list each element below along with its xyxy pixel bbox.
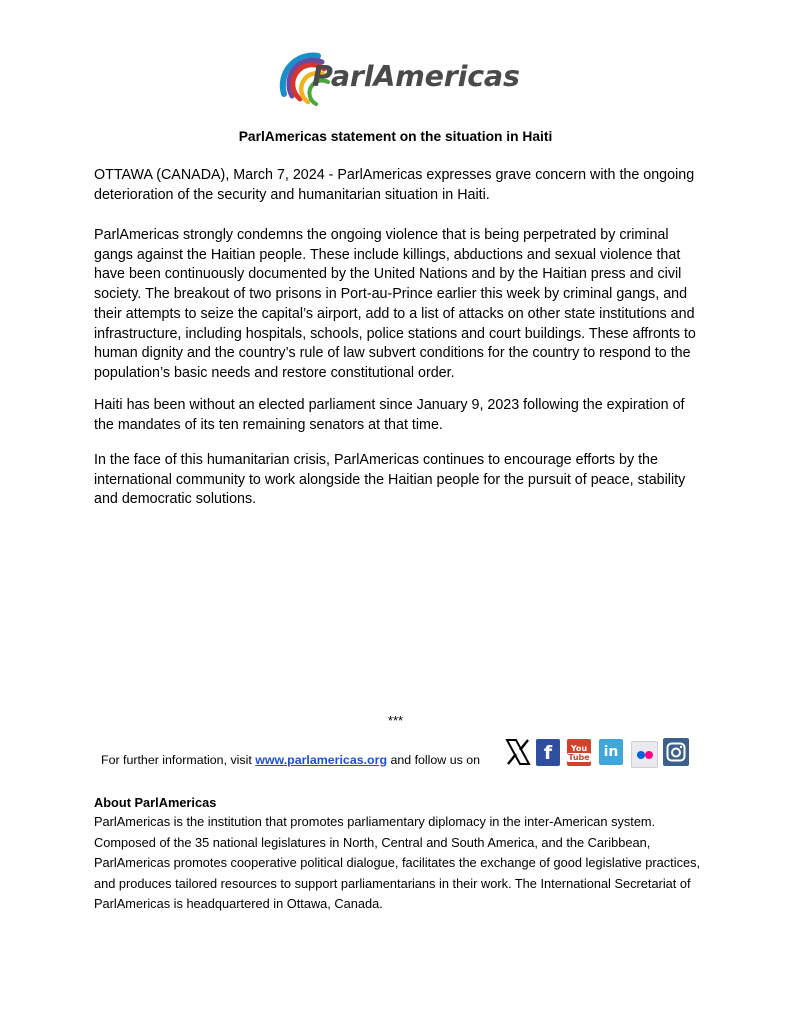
instagram-glyph xyxy=(666,742,686,762)
about-heading: About ParlAmericas xyxy=(94,795,217,810)
follow-suffix: and follow us on xyxy=(387,753,481,767)
youtube-glyph-top: You xyxy=(570,743,588,753)
about-text: ParlAmericas is the institution that promotes parliamentary diplomacy in the inter-American system. Composed of the 35 national legislatures in North, Central and South America, and the Caribbean, ParlAmericas promotes cooperative political dialogue, facilitates the exchange of good legislative practices, and produces tailored resources to support parliamentarians in their work. The International Secretariat of ParlAmericas is headquartered in Ottawa, Canada. xyxy=(94,814,701,912)
linkedin-glyph: in xyxy=(603,744,619,760)
flickr-dots xyxy=(636,750,654,760)
facebook-glyph: f xyxy=(543,741,553,764)
follow-line xyxy=(101,753,480,767)
youtube-glyph-bottom: Tube xyxy=(568,752,590,762)
paragraph-condemnation: ParlAmericas strongly condemns the ongoing violence that is being perpetrated by criminal gangs against the Haitian people. These include killings, abductions and sexual violence that have been continuously documented by the United Nations and by the Haitian press and civil society. The breakout of two prisons in Port-au-Prince earlier this week by criminal gangs, and their attempts to seize the capital’s airport, add to a list of attacks on other state institutions and infrastructure, including hospitals, schools, police stations and court buildings. These affronts to human dignity and the country’s rule of law subvert conditions for the country to respond to the population’s basic needs and restore constitutional order. xyxy=(94,227,696,381)
facebook-icon[interactable] xyxy=(536,739,560,766)
youtube-icon[interactable] xyxy=(567,739,591,766)
logo-wordmark: ParlAmericas xyxy=(312,60,520,93)
section-separator: *** xyxy=(387,713,404,728)
x-icon[interactable] xyxy=(505,738,531,766)
website-link[interactable]: www.parlamericas.org xyxy=(255,753,388,767)
linkedin-icon[interactable] xyxy=(599,739,623,765)
instagram-icon[interactable] xyxy=(663,738,689,766)
paragraph-crisis: In the face of this humanitarian crisis, ParlAmericas continues to encourage efforts by the international community to work alongside the Haitian people for the pursuit of peace, stability and democratic solutions. xyxy=(94,452,686,508)
flickr-icon[interactable] xyxy=(631,741,658,768)
paragraph-intro: OTTAWA (CANADA), March 7, 2024 - ParlAmericas expresses grave concern with the ongoing deterioration of the security and humanitarian situation in Haiti. xyxy=(94,167,695,203)
follow-prefix: For further information, visit xyxy=(101,753,256,767)
paragraph-parliament: Haiti has been without an elected parliament since January 9, 2023 following the expiration of the mandates of its ten remaining senators at that time. xyxy=(94,397,685,433)
statement-title: ParlAmericas statement on the situation in Haiti xyxy=(238,129,553,144)
